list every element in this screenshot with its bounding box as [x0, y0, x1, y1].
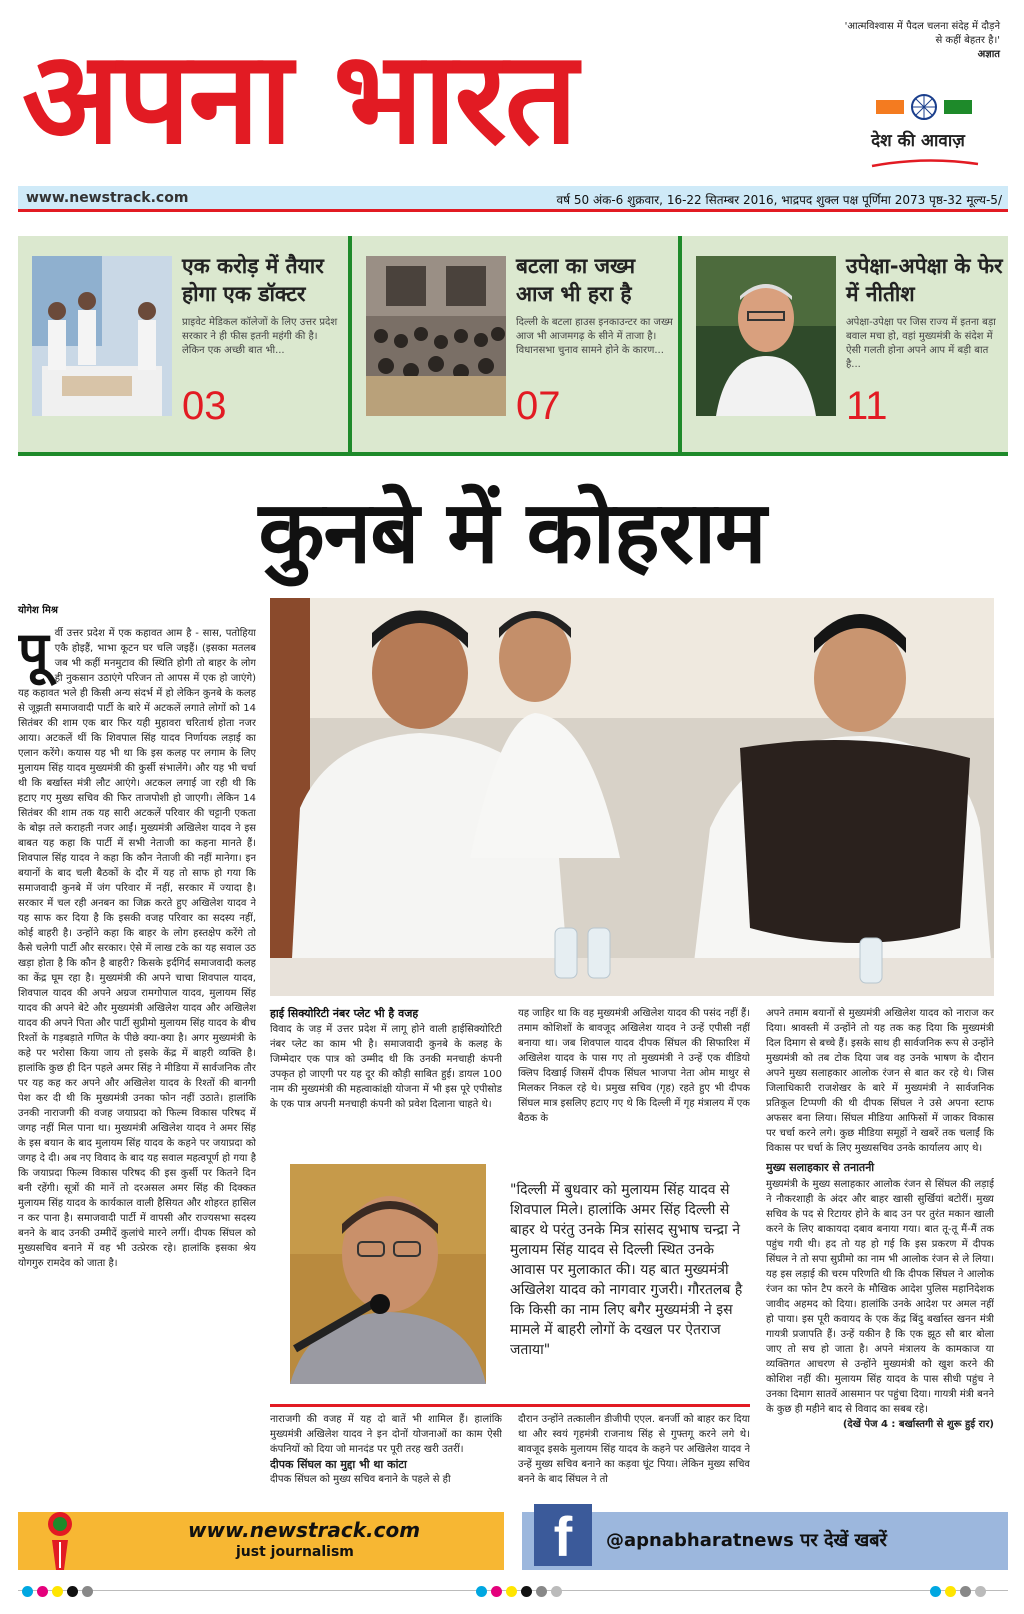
main-headline: कुनबे में कोहराम [258, 483, 766, 583]
issue-info: वर्ष 50 अंक-6 शुक्रवार, 16-22 सितम्बर 2016, भाद्रपद शुक्ल पक्ष पूर्णिमा 2073 पृष्ठ-32 मूल्य-5/ [556, 193, 1002, 207]
section-subhead: दीपक सिंघल का मुद्दा भी था कांटा [270, 1458, 407, 1471]
footer-slogan: just journalism [236, 1544, 354, 1560]
column-text: दीपक सिंघल को मुख्य सचिव बनाने के पहले से ही [270, 1474, 451, 1485]
batla-house-crowd-photo [366, 256, 506, 416]
nitish-portrait-photo [696, 256, 836, 416]
section-subhead: मुख्य सलाहकार से तनातनी [766, 1161, 875, 1174]
main-photo-leaders [270, 598, 994, 996]
facebook-handle[interactable]: @apnabharatnews पर देखें खबरें [606, 1530, 887, 1551]
registration-marks [22, 1586, 93, 1600]
masthead-title: अपना भारत [22, 23, 576, 173]
teaser-title: उपेक्षा-अपेक्षा के फेर में नीतीश [846, 254, 1003, 306]
section-subhead: हाई सिक्योरिटी नंबर प्लेट भी है वजह [270, 1007, 419, 1020]
article-column-2-bottom [270, 1412, 502, 1496]
teaser-text: प्राइवेट मेडिकल कॉलेजों के लिए उत्तर प्रदेश सरकार ने ही फीस इतनी महंगी की है। लेकिन एक अच्छी बात भी... [182, 317, 338, 356]
article-column-1 [18, 626, 256, 1496]
teaser-title: एक करोड़ में तैयार होगा एक डॉक्टर [182, 254, 324, 306]
masthead-quote [840, 20, 1000, 62]
facebook-banner[interactable] [522, 1505, 1008, 1570]
registration-marks [930, 1586, 986, 1600]
teaser-page-number: 07 [516, 384, 561, 428]
teaser-text: अपेक्षा-उपेक्षा पर जिस राज्य में इतना बड़ा बवाल मचा हो, वहां मुख्यमंत्री के संदेश में ऐसी गलती होना अपने आप में बड़ी बात है... [846, 317, 996, 370]
article-column-3: यह जाहिर था कि वह मुख्यमंत्री अखिलेश यादव की पसंद नहीं हैं। तमाम कोशिशों के बावजूद अखिलेश यादव ने उन्हें एपीसी नहीं बनाया था। जब शिवपाल यादव दीपक सिंघल की सिफारिश में अखिलेश यादव के पास गए तो मुख्यमंत्री ने उन्हें एक वीडियो क्लिप दिखाई जिसमें दीपक सिंघल भाजपा नेता ओम माथुर से मिलकर निकल रहे थे। प्रमुख सचिव (गृह) रहते हुए भी दीपक सिंघल मात्र इसलिए हटाए गए थे कि दिल्ली में गृह मंत्रालय में एक बैठक के [518, 1008, 750, 1124]
column-text: र्वी उत्तर प्रदेश में एक कहावत आम है - सास, पतोहिया एकै होइहैं, भाभा कूटन घर चलि जइहैं। (इसका मतलब जब भी कहीं मनमुटाव की स्थिति होगी तो बाहर के लोग ही नुकसान उठाएंगे परिजन तो आपस में एक हो जाएंगे) यह कहावत भले ही किसी अन्य संदर्भ में हो लेकिन कुनबे के कलह से जूझती समाजवादी पार्टी के बारे में अटकलें लगाते लोगों को 14 सितंबर की शाम एक बार फिर यही मुहावरा चरितार्थ होता नजर आया। अटकलें थीं कि शिवपाल सिंह यादव निर्णायक लड़ाई का एलान करेंगे। कयास यह भी था कि इस कलह पर लगाम के लिए मुलायम सिंह यादव मुख्यमंत्री की कुर्सी संभालेंगे। और यह भी चर्चा थी कि बर्खास्त मंत्री लौट आएंगे। अटकल लगाई जा रही थी कि हटाए गए मुख्य सचिव की फिर ताजपोशी हो जाएगी। लेकिन 14 सितंबर की शाम तक यह सारी अटकलें परिवार की चट्टानी एकता के बोझ तले कराहती नजर आईं। मुख्यमंत्री अखिलेश यादव ने इस बाबत यह कहा कि पार्टी में सभी नेताजी का कहना मानते हैं। शिवपाल सिंह यादव ने कहा कि कौन नेताजी की नहीं मानेगा। इन बयानों के बाद चली बैठकों के दौर में यह तो साफ हो गया कि समाजवादी कुनबे में जंग परिवार में नहीं, सरकार में ज्यादा है। सरकार में चल रही अनबन का जिक्र करते हुए अखिलेश यादव ने यह साफ कर दिया है कि इसकी वजह परिवार का सदस्य नहीं, कोई बाहरी है। उन्होंने कहा कि बाहर के लोग हस्तक्षेप करेंगे तो कैसे चलेगी पार्टी और सरकार। ऐसे में लाख टके का यह सवाल उठ खड़ा होता है कि कौन है बाहरी? किसके इर्दगिर्द समाजवादी कलह का केंद्र घूम रहा है। मुख्यमंत्री की अपने चाचा शिवपाल यादव, शिवपाल यादव की अपने अग्रज रामगोपाल यादव, मुलायम सिंह यादव की अपने बेटे और मुख्यमंत्री अखिलेश यादव और अखिलेश यादव की अपने पिता और पार्टी सुप्रीमो मुलायम सिंह यादव के बीच रिश्तों के गड़बड़ाते गणित के पीछे क्या-क्या है। अगर मुख्यमंत्री के कहे पर भरोसा किया जाय तो इसके केंद्र में बाहरी व्यक्ति है। हालांकि कुछ ही दिन पहले अमर सिंह ने मीडिया में सार्वजनिक तौर पर यह कह कर अपने और अखिलेश यादव के रिश्तों की बानगी पेश कर दी थी कि मुख्यमंत्री उनका फोन नहीं उठाते। हालांकि उनकी नाराजगी की वजह जयाप्रदा को फिल्म विकास परिषद में जगह नहीं मिल पाना था। मुख्यमंत्री अखिलेश यादव ने अमर सिंह के इस बयान के बाद मुलायम सिंह यादव के कहने पर जयाप्रदा को जगह दे दी। अब नए विवाद के बाद यह सवाल महत्वपूर्ण हो गया है कि जयाप्रदा फिल्म विकास परिषद की इस कुर्सी पर कितने दिन बनी रहेंगी। सूत्रों की मानें तो दरअसल अमर सिंह की दिक्कत मुलायम सिंह यादव के कार्यकाल वाली हैसियत और शोहरत हासिल न कर पाना है। समाजवादी पार्टी में वापसी और राज्यसभा सदस्य बनने के बाद उनकी उम्मीदें कुलांचे मारने लगीं। दीपक सिंघल को मुख्यसचिव बनाने में वह भी उत्प्रेरक रहे। हालांकि इसका श्रेय योगगुरु रामदेव को जाता है। [18, 628, 256, 1269]
article-column-2: विवाद के जड़ में उत्तर प्रदेश में लागू होने वाली हाईसिक्योरिटी नंबर प्लेट का काम भी है। समाजवादी कुनबे के कलह के जिम्मेदार एक पात्र को उम्मीद थी कि उनकी मनचाही कंपनी उपकृत हो जाएगी पर यह दूर की कौड़ी साबित हुई। डायल 100 नाम की मुख्यमंत्री की महत्वाकांक्षी योजना में भी इस पूरे एपीसोड के एक पात्र अपनी मनचाही कंपनी को प्रवेश दिलाना चाहते थे। [270, 1024, 502, 1110]
article-column-3-bottom: दौरान उन्होंने तत्कालीन डीजीपी एएल. बनर्जी को बाहर कर दिया था और स्वयं गृहमंत्री राजनाथ सिंह से गुफ्तगू करने लगे थे। बावजूद इसके मुलायम सिंह यादव के कहने पर अखिलेश यादव ने उन्हें मुख्य सचिव बनाने का कड़वा घूंट पिया। लेकिन मुख्य सचिव बनने के बाद सिंघल ने तो [518, 1414, 750, 1485]
column-text: मुख्यमंत्री के मुख्य सलाहकार आलोक रंजन से सिंघल की लड़ाई ने नौकरशाही के अंदर और बाहर खासी सुर्खियां बटोरीं। मुख्य सचिव के पद से रिटायर होने के बाद उन पर तुरंत मकान खाली करने के लिए बाकायदा दबाव बनाया गया। बात तू-तू मैं-मैं तक पहुंच गयी थी। हद तो यह हो गई कि इस प्रकरण में दीपक सिंघल ने तो सपा सुप्रीमो का नाम भी आलोक रंजन से ले लिया। यह इस लड़ाई की चरम परिणति थी कि दीपक सिंघल ने आलोक रंजन का फोन टैप करने के मौखिक आदेश पुलिस महानिदेशक जावीद अहमद को दिया। हालांकि उनके आदेश पर अमल नहीं हो पाया। इस पूरी कवायद के एक केंद्र बिंदु बर्खास्त खनन मंत्री गायत्री प्रजापति हैं। उन्हें यकीन है कि एक झूठ सौ बार बोला जाए तो सच हो जाता है। अपने मंत्रालय के कामकाज या व्यक्तिगत आचरण से उन्होंने मुख्यमंत्री को खुश करने की कोशिश नहीं की। मुलायम सिंह यादव के पास सीधी पहुंच ने उनका दिमाग सातवें आसमान पर पहुंचा दिया। गायत्री मंत्री बनने के कुछ ही महीने बाद से विवाद का सबब रहे। [766, 1179, 994, 1415]
registration-marks [476, 1586, 562, 1600]
amar-singh-photo [290, 1164, 486, 1384]
byline: योगेश मिश्र [18, 605, 58, 616]
tagline: देश की आवाज़ [871, 131, 965, 151]
teaser-card[interactable] [348, 236, 678, 452]
teaser-card[interactable] [678, 236, 1008, 452]
divider [270, 1404, 750, 1407]
teaser-card[interactable] [18, 236, 348, 452]
info-bar [18, 186, 1008, 212]
column-text: अपने तमाम बयानों से मुख्यमंत्री अखिलेश यादव को नाराज कर दिया। श्रावस्ती में उन्होंने तो यह तक कह दिया कि मुख्यमंत्री दिल दिमाग से बच्चे हैं। इसके साथ ही सार्वजनिक रूप से उन्होंने मुख्यमंत्री को तब टोक दिया जब वह उनके भाषण के दौरान अपने मुख्य सलाहकार आलोक रंजन से बात कर रहे थे। जिस जिलाधिकारी राजशेखर के बारे में मुख्यमंत्री ने सार्वजनिक प्रतिकूल टिप्पणी की थी दीपक सिंघल ने उसे अपना स्टाफ अफसर बना लिया। सिंघल मीडिया आफिसों में जाकर विकास पर चर्चा करने लगे। कुछ मीडिया समूहों ने खबरें तक चलाईं कि विकास पर चर्चा के लिए मुख्यसचिव उनके कार्यालय आए थे। [766, 1008, 994, 1154]
teaser-page-number: 03 [182, 384, 227, 428]
pull-quote: "दिल्ली में बुधवार को मुलायम सिंह यादव से शिवपाल मिले। हालांकि अमर सिंह दिल्ली से बाहर थे परंतु उनके मित्र सांसद सुभाष चन्द्रा ने मुलायम सिंह यादव से दिल्ली स्थित उनके आवास पर मुलाकात की। यह बात मुख्यमंत्री अखिलेश यादव को नागवार गुजरी। गौरतलब है कि किसी का नाम लिए बगैर मुख्यमंत्री ने इस मामले में बाहरी लोगों के दखल पर ऐतराज जताया" [510, 1182, 743, 1358]
website-link[interactable]: www.newstrack.com [26, 190, 189, 206]
footer-url[interactable]: www.newstrack.com [188, 1518, 421, 1542]
teaser-text: दिल्ली के बटला हाउस इनकाउन्टर का जख्म आज भी आजमगढ़ के सीने में ताजा है। विधानसभा चुनाव सामने होने के कारण... [516, 317, 673, 356]
continued-link[interactable]: (देखें पेज 4 : बर्खास्तगी से शुरू हुई रार) [842, 1419, 994, 1430]
pen-nib-logo-icon [40, 1510, 80, 1572]
teaser-page-number: 11 [846, 384, 888, 428]
teaser-strip [18, 236, 1008, 456]
facebook-icon[interactable]: f [534, 1504, 592, 1566]
tagline-swoosh [870, 158, 980, 168]
newstrack-banner[interactable] [18, 1512, 504, 1570]
column-text: नाराजगी की वजह में यह दो बातें भी शामिल हैं। हालांकि मुख्यमंत्री अखिलेश यादव ने इन दोनों योजनाओं का काम ऐसी कंपनियों को दिया जो मानदंड पर पूरी तरह खरी उतरीं। [270, 1414, 502, 1455]
drop-cap: पू [18, 626, 49, 683]
quote-text: 'आत्मविश्वास में पैदल चलना संदेह में दौड़ने से कहीं बेहतर है।' [844, 21, 1000, 46]
teaser-title: बटला का जख्म आज भी हरा है [516, 254, 636, 306]
article-column-4 [766, 1006, 994, 1496]
doctors-photo [32, 256, 172, 416]
tricolor-chakra-icon [876, 94, 972, 120]
quote-author: अज्ञात [977, 49, 1000, 60]
